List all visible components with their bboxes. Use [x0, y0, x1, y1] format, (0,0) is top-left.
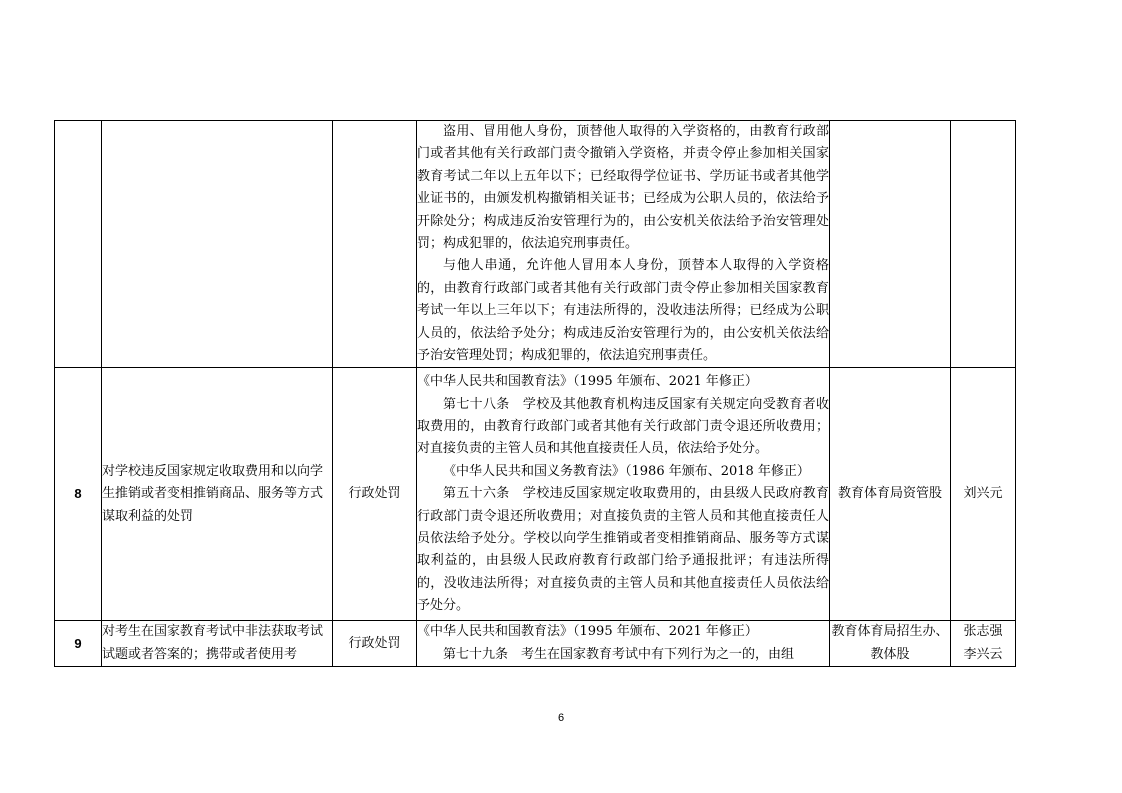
table-row — [55, 621, 1016, 667]
row-person: 刘兴元 — [951, 368, 1016, 621]
law-title: 《中华人民共和国教育法》（1995 年颁布、2021 年修正） — [417, 374, 758, 390]
basis-paragraph: 第七十九条 考生在国家教育考试中有下列行为之一的，由组 — [443, 646, 795, 662]
row-item — [102, 121, 333, 368]
law-title: 《中华人民共和国教育法》（1995 年颁布、2021 年修正） — [417, 624, 758, 640]
row-number — [55, 121, 102, 368]
row-item — [102, 368, 333, 621]
person-name: 张志强 — [963, 624, 1003, 640]
row-department — [830, 121, 951, 368]
row-number: 9 — [55, 621, 102, 667]
basis-paragraph: 第五十六条 学校违反国家规定收取费用的，由县级人民政府教育行政部门责令退还所收费用；对直接负责的主管人员和其他直接责任人员依法给予处分。学校以向学生推销或者变相推销商品、服务等方式谋取利益的，由县级人民政府教育行政部门给予通报批评；有违法所得的，没收违法所得；对直接负责的主管人员和其他直接责任人员依法给予处分。 — [417, 486, 829, 614]
row-item-text: 对考生在国家教育考试中非法获取考试试题或者答案的；携带或者使用考 — [102, 624, 324, 662]
basis-paragraph: 第七十八条 学校及其他教育机构违反国家有关规定向受教育者收取费用的，由教育行政部门或者其他有关行政部门责令退还所收费用；对直接负责的主管人员和其他直接责任人员，依法给予处分。 — [417, 396, 829, 457]
row-item — [102, 621, 333, 667]
row-department: 教育体育局招生办、教体股 — [830, 621, 951, 667]
page-number: 6 — [557, 712, 565, 724]
penalty-table — [54, 120, 1016, 667]
row-person — [951, 121, 1016, 368]
row-item-text: 对学校违反国家规定收取费用和以向学生推销或者变相推销商品、服务等方式谋取利益的处罚 — [102, 463, 324, 524]
person-name: 李兴云 — [963, 646, 1003, 662]
row-department: 教育体育局资管股 — [830, 368, 951, 621]
row-basis — [417, 368, 830, 621]
row-number: 8 — [55, 368, 102, 621]
row-category — [333, 121, 417, 368]
row-category: 行政处罚 — [333, 621, 417, 667]
row-basis — [417, 121, 830, 368]
table-row — [55, 368, 1016, 621]
basis-paragraph: 盗用、冒用他人身份，顶替他人取得的入学资格的，由教育行政部门或者其他有关行政部门责令撤销入学资格，并责令停止参加相关国家教育考试二年以上五年以下；已经取得学位证书、学历证书或者其他学业证书的，由颁发机构撤销相关证书；已经成为公职人员的，依法给予开除处分；构成违反治安管理行为的，由公安机关依法给予治安管理处罚；构成犯罪的，依法追究刑事责任。 — [417, 124, 829, 252]
row-category: 行政处罚 — [333, 368, 417, 621]
basis-paragraph: 与他人串通，允许他人冒用本人身份，顶替本人取得的入学资格的，由教育行政部门或者其他有关行政部门责令停止参加相关国家教育考试一年以上三年以下；有违法所得的，没收违法所得；已经成为公职人员的，依法给予处分；构成违反治安管理行为的，由公安机关依法给予治安管理处罚；构成犯罪的，依法追究刑事责任。 — [417, 258, 829, 364]
law-title: 《中华人民共和国义务教育法》（1986 年颁布、2018 年修正） — [443, 463, 810, 479]
table-row — [55, 121, 1016, 368]
row-basis — [417, 621, 830, 667]
row-person — [951, 621, 1016, 667]
